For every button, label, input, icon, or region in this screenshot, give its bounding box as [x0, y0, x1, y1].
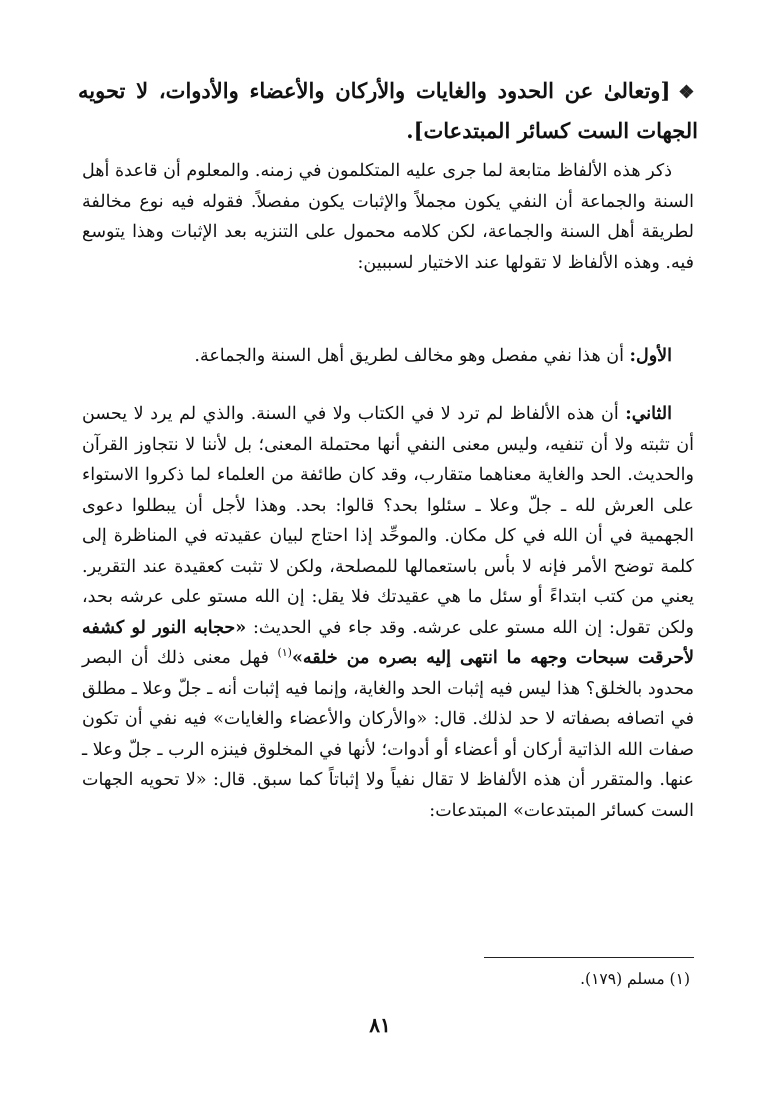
- page-number: ٨١: [369, 1013, 391, 1037]
- footnote-reference[interactable]: (١): [277, 646, 292, 660]
- hadith-quote: «حجابه النور لو كشفه لأحرقت سبحات وجهه ما انتهى إليه بصره من خلقه»: [82, 617, 695, 668]
- first-reason-label: الأول:: [629, 346, 672, 366]
- section-heading-text: [وتعالىٰ عن الحدود والغايات والأركان والأعضاء والأدوات، لا تحويه الجهات الست كسائر المبتدعات].: [78, 78, 698, 143]
- second-reason-text-a: أن هذه الألفاظ لم ترد لا في الكتاب ولا في السنة. والذي لم يرد لا يحسن أن تثبته ولا أن تنفيه، وليس معنى النفي أنها محتملة المعنى؛ بل لأننا لا نتجاوز القرآن والحديث. الحد والغاية معناهما متقارب، وقد كان طائفة من العلماء لما ذكروا الاستواء على العرش لله ـ جلّ وعلا ـ سئلوا بحد؟ قالوا: بحد. وهذا لأجل أن يبطلوا دعوى الجهمية في أن الله في كل مكان. والموحِّد إذا احتاج لبيان عقيدته في المناظرة إلى كلمة توضح الأمر فإنه لا بأس باستعمالها للمصلحة، ولكن لا تثبت كعقيدة عند التقرير. يعني من كتب ابتداءً أو سئل ما هي عقيدتك فلا يقل: إن الله مستو على عرشه بحد، ولكن تقول: إن الله مستو على عرشه. وقد جاء في الحديث:: [82, 404, 694, 638]
- first-reason-text: أن هذا نفي مفصل وهو مخالف لطريق أهل السنة والجماعة.: [194, 346, 630, 366]
- section-heading: [78, 72, 698, 150]
- second-reason-label: الثاني:: [625, 404, 672, 424]
- second-reason-text-b: فهل معنى ذلك أن البصر محدود بالخلق؟ هذا ليس فيه إثبات الحد والغاية، وإنما فيه إثبات أنه ـ جلّ وعلا ـ مطلق في اتصافه بصفاته لا حد لذلك. قال: «والأركان والأعضاء والغايات» فيه نفي أن تكون صفات الله الذاتية أركان أو أعضاء أو أدوات؛ لأنها في المخلوق فينزه الرب ـ جلّ وعلا ـ عنها. والمتقرر أن هذه الألفاظ لا تقال نفياً ولا إثباتاً كما سبق. قال: «لا تحويه الجهات الست كسائر المبتدعات» المبتدعات:: [82, 648, 695, 821]
- diamond-bullet-icon: ❖: [678, 82, 698, 103]
- footnote: (١) مسلم (١٧٩).: [580, 970, 690, 988]
- paragraph-first-reason: [82, 341, 694, 372]
- footnote-divider: [484, 957, 694, 958]
- paragraph-second-reason: [82, 399, 694, 826]
- paragraph-intro: ذكر هذه الألفاظ متابعة لما جرى عليه المتكلمون في زمنه. والمعلوم أن قاعدة أهل السنة والجماعة أن النفي يكون مجملاً والإثبات يكون مفصلاً. فقوله فيه نوع مخالفة لطريقة أهل السنة والجماعة، لكن كلامه محمول على التنزيه بعد الإثبات وهذا يتوسع فيه. وهذه الألفاظ لا تقولها عند الاختيار لسببين:: [82, 161, 694, 273]
